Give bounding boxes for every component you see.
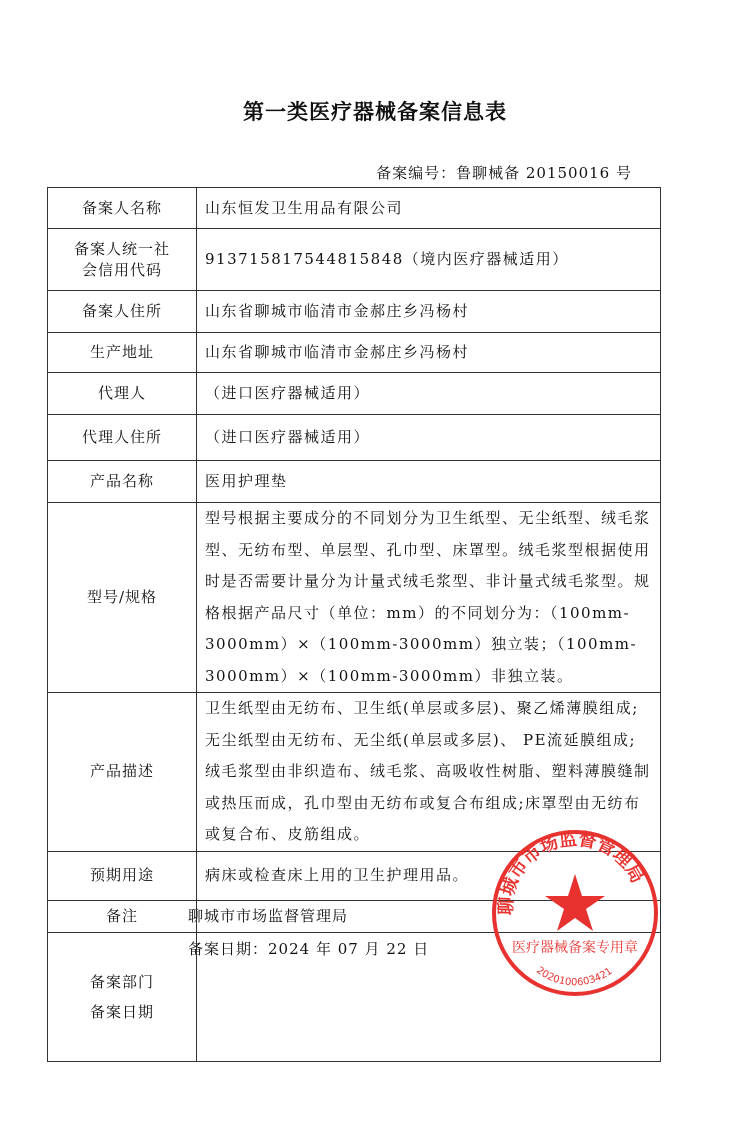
row-label: 备注 [48, 900, 197, 932]
row-value: 山东恒发卫生用品有限公司 [197, 188, 661, 229]
table-row [48, 333, 661, 373]
row-value: 卫生纸型由无纺布、卫生纸(单层或多层)、聚乙烯薄膜组成;无尘纸型由无纺布、无尘纸(单层或多层)、 PE流延膜组成;绒毛浆型由非织造布、绒毛浆、高吸收性树脂、塑料薄膜缝制或热压而成，孔巾型由无纺布或复合布组成;床罩型由无纺布或复合布、皮筋组成。 [197, 693, 661, 852]
table-row [48, 373, 661, 415]
record-number: 备案编号：鲁聊械备 20150016 号 [376, 164, 632, 182]
seal-inner-text: 医疗器械备案专用章 [512, 940, 638, 956]
row-value: 山东省聊城市临清市金郝庄乡冯杨村 [197, 333, 661, 373]
table-row [48, 415, 661, 461]
row-label: 备案人住所 [48, 291, 197, 333]
table-row [48, 900, 661, 932]
row-label: 型号/规格 [48, 503, 197, 693]
row-label: 备案人名称 [48, 188, 197, 229]
row-value: （进口医疗器械适用） [197, 373, 661, 415]
seal-code: 2020100603421 [534, 965, 615, 989]
table-row [48, 291, 661, 333]
record-table [47, 187, 661, 1062]
row-value: （进口医疗器械适用） [197, 415, 661, 461]
table-row [48, 693, 661, 852]
dept-value: 聊城市市场监督管理局 [188, 907, 349, 925]
table-row [48, 188, 661, 229]
table-row [48, 461, 661, 503]
page-title: 第一类医疗器械备案信息表 [243, 100, 507, 124]
seal-outer-text: 聊城市市场监督管理局 [495, 828, 648, 916]
row-label: 预期用途 [48, 851, 197, 900]
row-value: 病床或检查床上用的卫生护理用品。 [197, 851, 661, 900]
table-row [48, 229, 661, 291]
row-value: 山东省聊城市临清市金郝庄乡冯杨村 [197, 291, 661, 333]
row-label: 产品名称 [48, 461, 197, 503]
row-value: 913715817544815848（境内医疗器械适用） [197, 229, 661, 291]
dept-label: 备案部门 [89, 972, 154, 991]
table-row [48, 503, 661, 693]
row-value: 型号根据主要成分的不同划分为卫生纸型、无尘纸型、绒毛浆型、无纺布型、单层型、孔巾型、床罩型。绒毛浆型根据使用时是否需要计量分为计量式绒毛浆型、非计量式绒毛浆型。规格根据产品尺寸（单位：mm）的不同划分为：（100mm-3000mm）×（100mm-3000mm）独立装；（100mm-3000mm）×（100mm-3000mm）非独立装。 [197, 503, 661, 693]
date-value: 备案日期：2024 年 07 月 22 日 [188, 940, 430, 958]
row-label: 生产地址 [48, 333, 197, 373]
table-row [48, 851, 661, 900]
row-label: 代理人住所 [48, 415, 197, 461]
row-value: 医用护理垫 [197, 461, 661, 503]
row-label: 产品描述 [48, 693, 197, 852]
row-label: 备案人统一社会信用代码 [48, 229, 197, 291]
date-label: 备案日期 [89, 1002, 154, 1021]
row-label: 代理人 [48, 373, 197, 415]
